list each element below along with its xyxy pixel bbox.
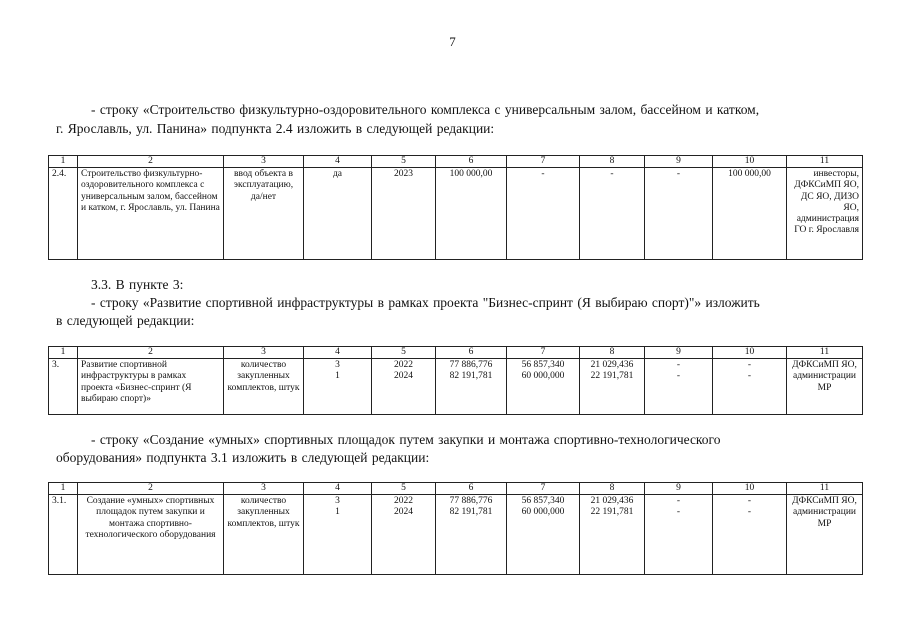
year-line: 2022 xyxy=(394,496,413,506)
header-cell: 11 xyxy=(787,156,863,168)
header-cell: 4 xyxy=(304,347,372,359)
row-col11: ДФКСиМП ЯО, администрации МР xyxy=(787,495,863,575)
amount-line: 77 886,776 xyxy=(449,360,493,370)
header-cell: 5 xyxy=(372,156,436,168)
table-stroitelstvo xyxy=(48,155,863,260)
row-value xyxy=(304,495,372,575)
header-cell: 6 xyxy=(436,156,507,168)
row-col9 xyxy=(645,495,713,575)
header-cell: 3 xyxy=(224,347,304,359)
header-cell: 9 xyxy=(645,347,713,359)
value-line: 1 xyxy=(335,507,340,518)
row-col6: 100 000,00 xyxy=(436,168,507,260)
amount-line: 82 191,781 xyxy=(449,371,493,382)
header-cell: 7 xyxy=(507,483,580,495)
row-year: 2023 xyxy=(372,168,436,260)
value-line: 3 xyxy=(335,360,340,370)
dash-line: - xyxy=(676,496,681,506)
row-name: Создание «умных» спортивных площадок путем закупки и монтажа спортивно-технологического оборудования xyxy=(78,495,224,575)
dash-line: - xyxy=(747,507,752,518)
amount-line: 21 029,436 xyxy=(590,496,634,506)
section2-heading: 3.3. В пункте 3: xyxy=(91,277,184,292)
header-cell: 2 xyxy=(78,347,224,359)
header-cell: 9 xyxy=(645,156,713,168)
row-col7 xyxy=(507,359,580,415)
page-number: 7 xyxy=(449,34,456,49)
section2-line2: в следующей редакции: xyxy=(56,313,195,328)
section2-line1: - строку «Развитие спортивной инфраструктуры в рамках проекта "Бизнес-спринт (Я выбираю спорт)"» изложить xyxy=(91,295,760,310)
row-name: Строительство физкультурно-оздоровительного комплекса с универсальным залом, бассейном и катком, г. Ярославль, ул. Панина xyxy=(78,168,224,260)
row-col11: инвесторы, ДФКСиМП ЯО, ДС ЯО, ДИЗО ЯО, администрация ГО г. Ярославля xyxy=(787,168,863,260)
header-cell: 7 xyxy=(507,347,580,359)
header-cell: 7 xyxy=(507,156,580,168)
section1-line1: - строку «Строительство физкультурно-оздоровительного комплекса с универсальным залом, бассейном и катком, xyxy=(91,102,760,117)
header-cell: 6 xyxy=(436,347,507,359)
dash-line: - xyxy=(676,371,681,382)
amount-line: 56 857,340 xyxy=(521,360,565,370)
table-header-row xyxy=(49,347,863,359)
table-biznes-sprint xyxy=(48,346,863,415)
row-col6 xyxy=(436,359,507,415)
row-number: 3. xyxy=(49,359,78,415)
row-indicator: ввод объекта в эксплуатацию, да/нет xyxy=(224,168,304,260)
header-cell: 1 xyxy=(49,483,78,495)
table-umnye-ploshchadki xyxy=(48,482,863,575)
dash-line: - xyxy=(747,371,752,382)
header-cell: 5 xyxy=(372,347,436,359)
row-indicator: количество закупленных комплектов, штук xyxy=(224,359,304,415)
amount-line: 60 000,000 xyxy=(521,507,565,518)
header-cell: 11 xyxy=(787,347,863,359)
amount-line: 56 857,340 xyxy=(521,496,565,506)
header-cell: 5 xyxy=(372,483,436,495)
header-cell: 2 xyxy=(78,483,224,495)
year-line: 2024 xyxy=(394,371,413,382)
header-cell: 3 xyxy=(224,156,304,168)
header-cell: 8 xyxy=(580,483,645,495)
dash-line: - xyxy=(747,496,752,506)
header-cell: 10 xyxy=(713,347,787,359)
amount-line: 22 191,781 xyxy=(590,371,634,382)
section3-line2: оборудования» подпункта 3.1 изложить в следующей редакции: xyxy=(56,450,430,465)
row-col10 xyxy=(713,359,787,415)
header-cell: 10 xyxy=(713,156,787,168)
dash-line: - xyxy=(747,360,752,370)
header-cell: 3 xyxy=(224,483,304,495)
amount-line: 77 886,776 xyxy=(449,496,493,506)
row-name: Развитие спортивной инфраструктуры в рамках проекта «Бизнес-спринт (Я выбираю спорт)» xyxy=(78,359,224,415)
header-cell: 9 xyxy=(645,483,713,495)
row-year xyxy=(372,495,436,575)
row-col8 xyxy=(580,359,645,415)
row-col7: - xyxy=(507,168,580,260)
table-row xyxy=(49,168,863,260)
row-col11: ДФКСиМП ЯО, администрации МР xyxy=(787,359,863,415)
table-row xyxy=(49,495,863,575)
row-col8 xyxy=(580,495,645,575)
amount-line: 60 000,000 xyxy=(521,371,565,382)
table-header-row xyxy=(49,156,863,168)
row-col6 xyxy=(436,495,507,575)
row-year xyxy=(372,359,436,415)
row-number: 2.4. xyxy=(49,168,78,260)
header-cell: 4 xyxy=(304,156,372,168)
table-row xyxy=(49,359,863,415)
amount-line: 22 191,781 xyxy=(590,507,634,518)
header-cell: 8 xyxy=(580,347,645,359)
header-cell: 4 xyxy=(304,483,372,495)
row-col10: 100 000,00 xyxy=(713,168,787,260)
dash-line: - xyxy=(676,360,681,370)
row-col8: - xyxy=(580,168,645,260)
row-value xyxy=(304,359,372,415)
table-header-row xyxy=(49,483,863,495)
row-col9 xyxy=(645,359,713,415)
dash-line: - xyxy=(676,507,681,518)
amount-line: 21 029,436 xyxy=(590,360,634,370)
row-col9: - xyxy=(645,168,713,260)
year-line: 2024 xyxy=(394,507,413,518)
header-cell: 10 xyxy=(713,483,787,495)
header-cell: 1 xyxy=(49,156,78,168)
row-number: 3.1. xyxy=(49,495,78,575)
header-cell: 11 xyxy=(787,483,863,495)
header-cell: 6 xyxy=(436,483,507,495)
value-line: 3 xyxy=(335,496,340,506)
row-indicator: количество закупленных комплектов, штук xyxy=(224,495,304,575)
header-cell: 2 xyxy=(78,156,224,168)
year-line: 2022 xyxy=(394,360,413,370)
header-cell: 8 xyxy=(580,156,645,168)
header-cell: 1 xyxy=(49,347,78,359)
amount-line: 82 191,781 xyxy=(449,507,493,518)
row-col10 xyxy=(713,495,787,575)
row-col7 xyxy=(507,495,580,575)
section1-line2: г. Ярославль, ул. Панина» подпункта 2.4 изложить в следующей редакции: xyxy=(56,121,495,136)
value-line: 1 xyxy=(335,371,340,382)
row-value: да xyxy=(304,168,372,260)
section3-line1: - строку «Создание «умных» спортивных площадок путем закупки и монтажа спортивно-технологического xyxy=(91,432,721,447)
